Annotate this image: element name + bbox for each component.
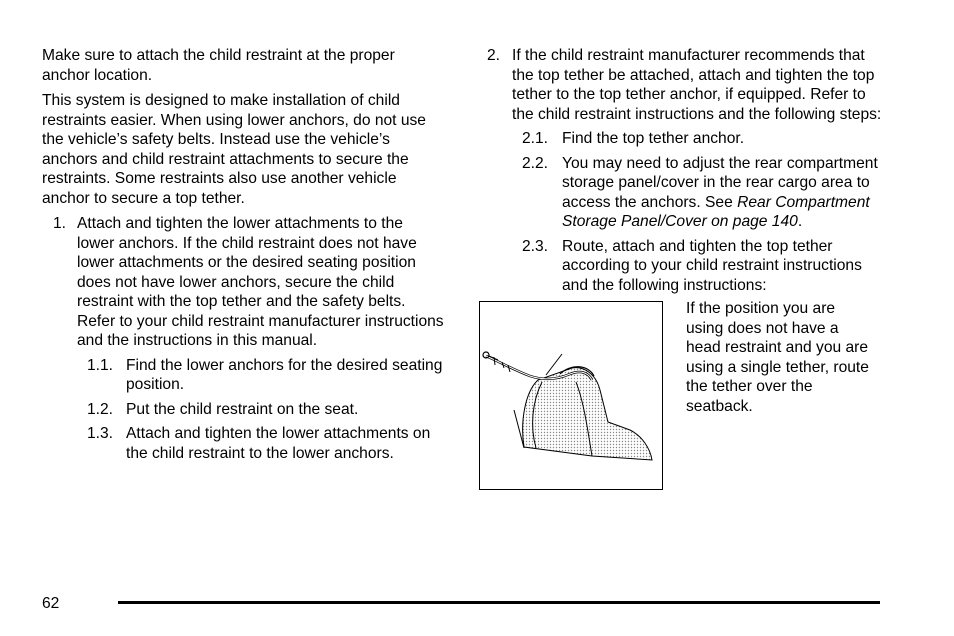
substep-text: Put the child restraint on the seat. <box>126 400 359 418</box>
substep-1-3 <box>87 424 444 463</box>
substep-2-2 <box>522 154 887 232</box>
figure-row <box>487 301 887 501</box>
step-text: Attach and tighten the lower attachments to the lower anchors. If the child restraint does not have lower attachments or the desired seating position does not have lower anchors, secure the child restraint with the top tether and the safety belts. Refer to your child restraint manufacturer instructions and the instructions in this manual. <box>77 215 444 349</box>
substep-number: 1.3. <box>87 425 114 442</box>
substep-period: . <box>797 213 803 230</box>
substep-1-1 <box>87 356 444 395</box>
step-2 <box>487 46 887 124</box>
substep-text: Route, attach and tighten the top tether according to your child restraint instructions and the following instructions: <box>562 237 862 294</box>
step-number: 1. <box>53 215 67 232</box>
figure-caption: If the position you are using does not have a head restraint and you are using a single tether, route the tether over the seatback. <box>686 300 869 415</box>
intro-paragraph: Make sure to attach the child restraint at the proper anchor location. <box>42 47 395 84</box>
cross-reference-link[interactable]: Rear Compartment Storage Panel/Cover on page 140 <box>562 193 870 230</box>
substep-number: 1.2. <box>87 400 114 418</box>
system-paragraph: This system is designed to make installation of child restraints easier. When using lower anchors, do not use the vehicle’s safety belts. Instead use the vehicle’s anchors and child restraint attachments to secure the restraints. Some restraints also use another vehicle anchor to secure a top tether. <box>42 92 426 207</box>
substep-text: Attach and tighten the lower attachments on the child restraint to the lower anchors. <box>126 425 431 462</box>
seatback-shape <box>523 368 652 460</box>
substep-number: 1.1. <box>87 356 114 374</box>
page-number: 62 <box>42 595 60 612</box>
substep-body: You may need to adjust the rear compartment storage panel/cover in the rear cargo area to access the anchors. See <box>562 154 878 211</box>
substep-2-3 <box>522 237 887 296</box>
substep-text: Find the lower anchors for the desired seating position. <box>126 356 443 393</box>
substep-number: 2.2. <box>522 154 549 172</box>
substep-number: 2.3. <box>522 237 549 255</box>
substep-text <box>562 154 887 232</box>
substep-text: Find the top tether anchor. <box>562 130 745 147</box>
footer-rule <box>118 601 880 604</box>
step-text: If the child restraint manufacturer recommends that the top tether be attached, attach and tighten the top tether to the top tether anchor, if equipped. Refer to the child restraint instructions and the following steps: <box>512 47 882 123</box>
step-number: 2. <box>487 47 501 64</box>
left-column <box>42 46 444 468</box>
right-column <box>487 46 887 501</box>
step-1 <box>53 214 444 351</box>
substep-number: 2.1. <box>522 130 549 147</box>
tether-illustration <box>479 301 663 490</box>
substep-1-2 <box>87 400 444 420</box>
substep-2-1 <box>522 129 887 149</box>
seat-tether-drawing <box>480 302 661 488</box>
